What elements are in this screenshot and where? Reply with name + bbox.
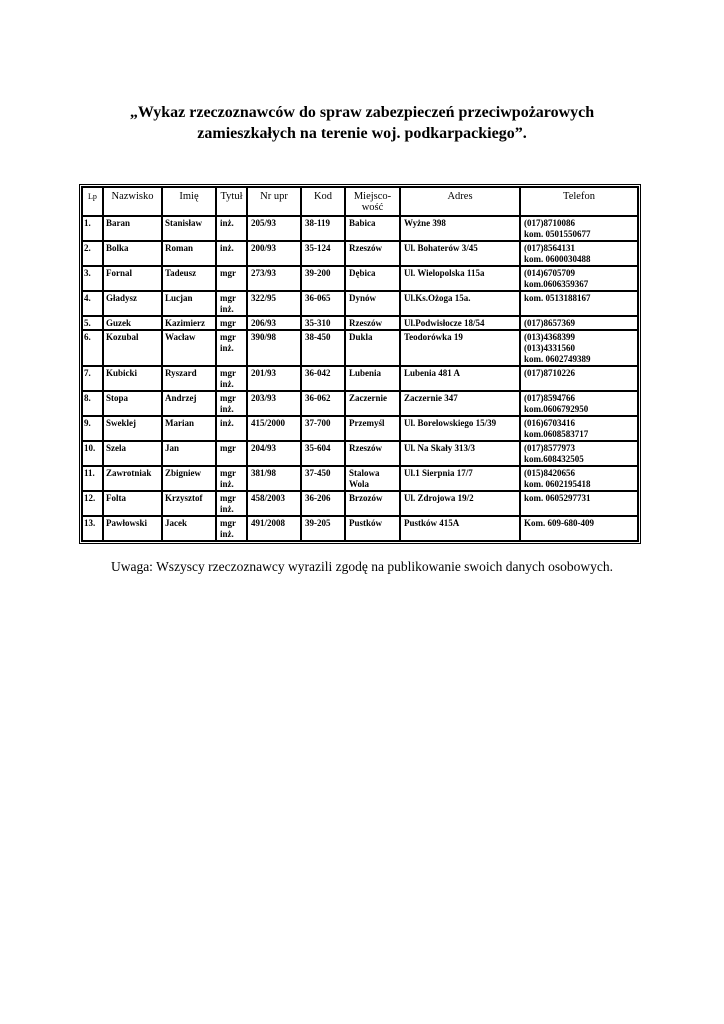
cell-adres: Ul.1 Sierpnia 17/7 bbox=[400, 466, 520, 491]
cell-lp: 1. bbox=[82, 216, 103, 241]
cell-tytul: mgr bbox=[216, 441, 247, 466]
cell-telefon: (015)8420656 kom. 0602195418 bbox=[520, 466, 638, 491]
cell-nr-upr: 204/93 bbox=[247, 441, 301, 466]
cell-lp: 5. bbox=[82, 316, 103, 330]
cell-imie: Stanisław bbox=[162, 216, 216, 241]
cell-telefon: kom. 0605297731 bbox=[520, 491, 638, 516]
cell-nazwisko: Baran bbox=[103, 216, 162, 241]
cell-nr-upr: 458/2003 bbox=[247, 491, 301, 516]
cell-imie: Tadeusz bbox=[162, 266, 216, 291]
table-row bbox=[82, 291, 638, 316]
cell-imie: Kazimierz bbox=[162, 316, 216, 330]
header-miejscowosc: Miejsco- wość bbox=[345, 187, 400, 216]
cell-nazwisko: Bolka bbox=[103, 241, 162, 266]
cell-kod: 38-119 bbox=[301, 216, 345, 241]
header-lp: Lp bbox=[82, 187, 103, 216]
cell-lp: 8. bbox=[82, 391, 103, 416]
table-row bbox=[82, 416, 638, 441]
cell-imie: Roman bbox=[162, 241, 216, 266]
cell-miejscowosc: Zaczernie bbox=[345, 391, 400, 416]
table-row bbox=[82, 391, 638, 416]
table-row bbox=[82, 216, 638, 241]
cell-miejscowosc: Lubenia bbox=[345, 366, 400, 391]
document-title bbox=[0, 102, 724, 144]
cell-tytul: mgr bbox=[216, 266, 247, 291]
cell-nazwisko: Szela bbox=[103, 441, 162, 466]
cell-nr-upr: 491/2008 bbox=[247, 516, 301, 541]
cell-imie: Krzysztof bbox=[162, 491, 216, 516]
cell-adres: Zaczernie 347 bbox=[400, 391, 520, 416]
header-telefon: Telefon bbox=[520, 187, 638, 216]
cell-kod: 35-124 bbox=[301, 241, 345, 266]
consent-note: Uwaga: Wszyscy rzeczoznawcy wyrazili zgodę na publikowanie swoich danych osobowych. bbox=[110, 559, 614, 574]
cell-miejscowosc: Rzeszów bbox=[345, 441, 400, 466]
cell-telefon: (017)8577973 kom.608432505 bbox=[520, 441, 638, 466]
cell-kod: 36-065 bbox=[301, 291, 345, 316]
cell-nazwisko: Sweklej bbox=[103, 416, 162, 441]
table-row bbox=[82, 466, 638, 491]
cell-nazwisko: Guzek bbox=[103, 316, 162, 330]
cell-imie: Andrzej bbox=[162, 391, 216, 416]
cell-nr-upr: 415/2000 bbox=[247, 416, 301, 441]
table-row bbox=[82, 241, 638, 266]
table-row bbox=[82, 266, 638, 291]
cell-tytul: mgr inż. bbox=[216, 491, 247, 516]
cell-telefon: (014)6705709 kom.0606359367 bbox=[520, 266, 638, 291]
cell-lp: 7. bbox=[82, 366, 103, 391]
cell-adres: Ul.Podwisłocze 18/54 bbox=[400, 316, 520, 330]
cell-adres: Ul. Bohaterów 3/45 bbox=[400, 241, 520, 266]
cell-adres: Ul. Borelowskiego 15/39 bbox=[400, 416, 520, 441]
cell-tytul: inż. bbox=[216, 241, 247, 266]
header-kod: Kod bbox=[301, 187, 345, 216]
cell-miejscowosc: Pustków bbox=[345, 516, 400, 541]
cell-telefon: Kom. 609-680-409 bbox=[520, 516, 638, 541]
cell-nr-upr: 201/93 bbox=[247, 366, 301, 391]
cell-nr-upr: 322/95 bbox=[247, 291, 301, 316]
title-line-1: „Wykaz rzeczoznawców do spraw zabezpieczeń przeciwpożarowych bbox=[129, 104, 595, 121]
cell-tytul: mgr inż. bbox=[216, 291, 247, 316]
cell-kod: 36-062 bbox=[301, 391, 345, 416]
cell-nazwisko: Folta bbox=[103, 491, 162, 516]
cell-miejscowosc: Rzeszów bbox=[345, 241, 400, 266]
cell-nr-upr: 206/93 bbox=[247, 316, 301, 330]
cell-imie: Lucjan bbox=[162, 291, 216, 316]
cell-miejscowosc: Dynów bbox=[345, 291, 400, 316]
cell-adres: Wyżne 398 bbox=[400, 216, 520, 241]
cell-miejscowosc: Dębica bbox=[345, 266, 400, 291]
cell-nazwisko: Fornal bbox=[103, 266, 162, 291]
cell-imie: Zbigniew bbox=[162, 466, 216, 491]
cell-tytul: mgr inż. bbox=[216, 516, 247, 541]
header-imie: Imię bbox=[162, 187, 216, 216]
table-row bbox=[82, 516, 638, 541]
cell-telefon: (017)8594766 kom.0606792950 bbox=[520, 391, 638, 416]
table-row bbox=[82, 491, 638, 516]
cell-nazwisko: Gładysz bbox=[103, 291, 162, 316]
cell-telefon: (017)8657369 bbox=[520, 316, 638, 330]
cell-nr-upr: 205/93 bbox=[247, 216, 301, 241]
cell-kod: 38-450 bbox=[301, 330, 345, 366]
cell-telefon: (016)6703416 kom.0608583717 bbox=[520, 416, 638, 441]
table-row bbox=[82, 366, 638, 391]
cell-lp: 10. bbox=[82, 441, 103, 466]
cell-kod: 35-310 bbox=[301, 316, 345, 330]
table-row bbox=[82, 316, 638, 330]
cell-tytul: mgr inż. bbox=[216, 466, 247, 491]
cell-adres: Ul. Wielopolska 115a bbox=[400, 266, 520, 291]
cell-nr-upr: 200/93 bbox=[247, 241, 301, 266]
cell-miejscowosc: Stalowa Wola bbox=[345, 466, 400, 491]
cell-tytul: mgr inż. bbox=[216, 391, 247, 416]
cell-adres: Teodorówka 19 bbox=[400, 330, 520, 366]
cell-adres: Ul. Na Skały 313/3 bbox=[400, 441, 520, 466]
cell-telefon: (017)8710226 bbox=[520, 366, 638, 391]
cell-lp: 4. bbox=[82, 291, 103, 316]
cell-kod: 35-604 bbox=[301, 441, 345, 466]
cell-telefon: kom. 0513188167 bbox=[520, 291, 638, 316]
cell-lp: 2. bbox=[82, 241, 103, 266]
cell-kod: 39-200 bbox=[301, 266, 345, 291]
cell-miejscowosc: Dukla bbox=[345, 330, 400, 366]
cell-adres: Ul. Zdrojowa 19/2 bbox=[400, 491, 520, 516]
cell-kod: 37-700 bbox=[301, 416, 345, 441]
experts-table bbox=[81, 186, 639, 542]
cell-kod: 37-450 bbox=[301, 466, 345, 491]
cell-tytul: mgr inż. bbox=[216, 366, 247, 391]
cell-telefon: (013)4368399 (013)4331560 kom. 0602749389 bbox=[520, 330, 638, 366]
cell-miejscowosc: Przemyśl bbox=[345, 416, 400, 441]
cell-nazwisko: Kozubal bbox=[103, 330, 162, 366]
cell-tytul: inż. bbox=[216, 216, 247, 241]
cell-imie: Ryszard bbox=[162, 366, 216, 391]
cell-nr-upr: 203/93 bbox=[247, 391, 301, 416]
cell-nazwisko: Zawrotniak bbox=[103, 466, 162, 491]
cell-kod: 36-042 bbox=[301, 366, 345, 391]
title-line-2: zamieszkałych na terenie woj. podkarpackiego”. bbox=[197, 125, 527, 142]
cell-imie: Marian bbox=[162, 416, 216, 441]
cell-miejscowosc: Brzozów bbox=[345, 491, 400, 516]
cell-lp: 12. bbox=[82, 491, 103, 516]
cell-lp: 13. bbox=[82, 516, 103, 541]
cell-lp: 3. bbox=[82, 266, 103, 291]
cell-adres: Pustków 415A bbox=[400, 516, 520, 541]
cell-lp: 11. bbox=[82, 466, 103, 491]
cell-imie: Wacław bbox=[162, 330, 216, 366]
cell-tytul: inż. bbox=[216, 416, 247, 441]
cell-nazwisko: Stopa bbox=[103, 391, 162, 416]
cell-telefon: (017)8710086 kom. 0501550677 bbox=[520, 216, 638, 241]
header-adres: Adres bbox=[400, 187, 520, 216]
cell-nr-upr: 273/93 bbox=[247, 266, 301, 291]
header-nazwisko: Nazwisko bbox=[103, 187, 162, 216]
cell-adres: Lubenia 481 A bbox=[400, 366, 520, 391]
cell-miejscowosc: Rzeszów bbox=[345, 316, 400, 330]
cell-kod: 36-206 bbox=[301, 491, 345, 516]
cell-nazwisko: Kubicki bbox=[103, 366, 162, 391]
cell-nazwisko: Pawłowski bbox=[103, 516, 162, 541]
cell-imie: Jacek bbox=[162, 516, 216, 541]
cell-adres: Ul.Ks.Ożoga 15a. bbox=[400, 291, 520, 316]
cell-miejscowosc: Babica bbox=[345, 216, 400, 241]
table-header-row bbox=[82, 187, 638, 216]
cell-nr-upr: 381/98 bbox=[247, 466, 301, 491]
cell-nr-upr: 390/98 bbox=[247, 330, 301, 366]
cell-tytul: mgr inż. bbox=[216, 330, 247, 366]
header-nr-upr: Nr upr bbox=[247, 187, 301, 216]
cell-telefon: (017)8564131 kom. 0600030488 bbox=[520, 241, 638, 266]
cell-tytul: mgr bbox=[216, 316, 247, 330]
table-row bbox=[82, 441, 638, 466]
cell-kod: 39-205 bbox=[301, 516, 345, 541]
table-body bbox=[82, 216, 638, 541]
cell-lp: 6. bbox=[82, 330, 103, 366]
cell-imie: Jan bbox=[162, 441, 216, 466]
table-row bbox=[82, 330, 638, 366]
cell-lp: 9. bbox=[82, 416, 103, 441]
header-tytul: Tytuł bbox=[216, 187, 247, 216]
